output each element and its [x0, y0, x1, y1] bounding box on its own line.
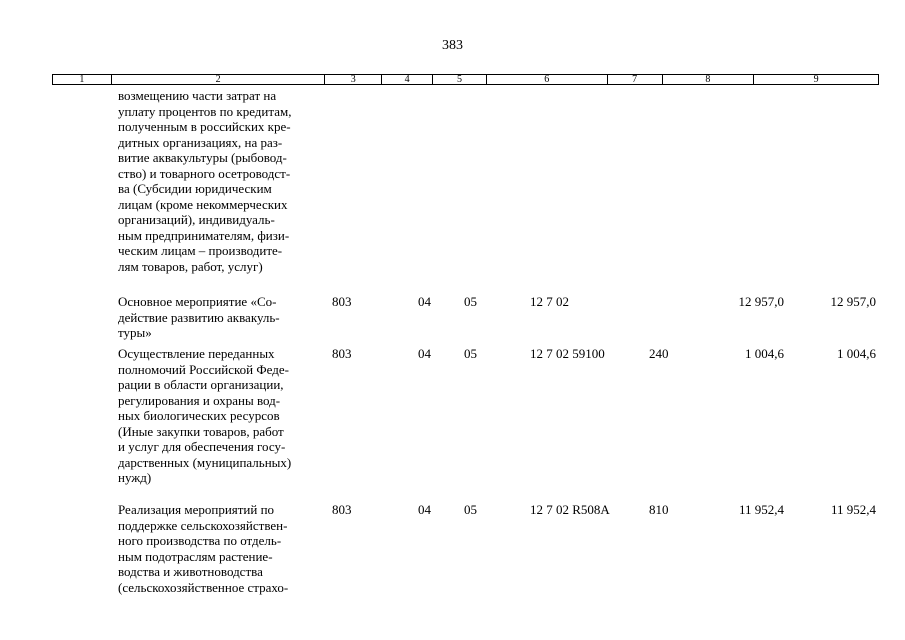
cell-amount-2: 1 004,6	[837, 346, 876, 361]
header-col-3: 3	[325, 75, 382, 84]
cell-section: 04	[418, 294, 431, 309]
cell-target-article: 12 7 02 R508A	[530, 502, 610, 517]
header-col-5: 5	[433, 75, 487, 84]
cell-amount-1: 12 957,0	[738, 294, 784, 309]
cell-amount-2: 12 957,0	[830, 294, 876, 309]
header-col-8: 8	[663, 75, 755, 84]
table-header-row	[52, 74, 879, 85]
header-col-1: 1	[53, 75, 112, 84]
cell-expense-type: 240	[649, 346, 669, 361]
cell-ministry: 803	[332, 346, 352, 361]
cell-expense-type: 810	[649, 502, 669, 517]
cell-ministry: 803	[332, 294, 352, 309]
header-col-2: 2	[112, 75, 325, 84]
cell-amount-1: 1 004,6	[745, 346, 784, 361]
cell-section: 04	[418, 502, 431, 517]
cell-subsection: 05	[464, 502, 477, 517]
continuation-description: возмещению части затрат на уплату процентов по кредитам, полученным в российских кре- дитных организациях, на раз- витие аквакультуры (рыбовод- ство) и товарного осетроводст- ва (Субсидии юридическим лицам (кроме некоммерческих организаций), индивидуаль- ным предпринимателям, физи- ческим лицам – производите- лям товаров, работ, услуг)	[118, 88, 292, 274]
cell-subsection: 05	[464, 346, 477, 361]
header-col-4: 4	[382, 75, 433, 84]
page-number: 383	[442, 38, 463, 53]
cell-amount-1: 11 952,4	[738, 502, 784, 517]
row-description: Реализация мероприятий по поддержке сельскохозяйствен- ного производства по отдель- ным подотраслям растение- водства и животноводства (сельскохозяйственное страхо-	[118, 502, 289, 595]
cell-amount-2: 11 952,4	[830, 502, 876, 517]
cell-target-article: 12 7 02 59100	[530, 346, 605, 361]
header-col-9: 9	[813, 74, 819, 85]
header-col-6: 6	[487, 75, 608, 84]
header-col-7: 7	[608, 75, 663, 84]
row-description: Осуществление переданных полномочий Российской Феде- рации в области организации, регулирования и охраны вод- ных биологических ресурсов (Иные закупки товаров, работ и услуг для обеспечения госу- дарственных (муниципальных) нужд)	[118, 346, 292, 485]
cell-section: 04	[418, 346, 431, 361]
cell-subsection: 05	[464, 294, 477, 309]
cell-target-article: 12 7 02	[530, 294, 569, 309]
row-description: Основное мероприятие «Со- действие развитию аквакуль- туры»	[118, 294, 280, 340]
cell-ministry: 803	[332, 502, 352, 517]
